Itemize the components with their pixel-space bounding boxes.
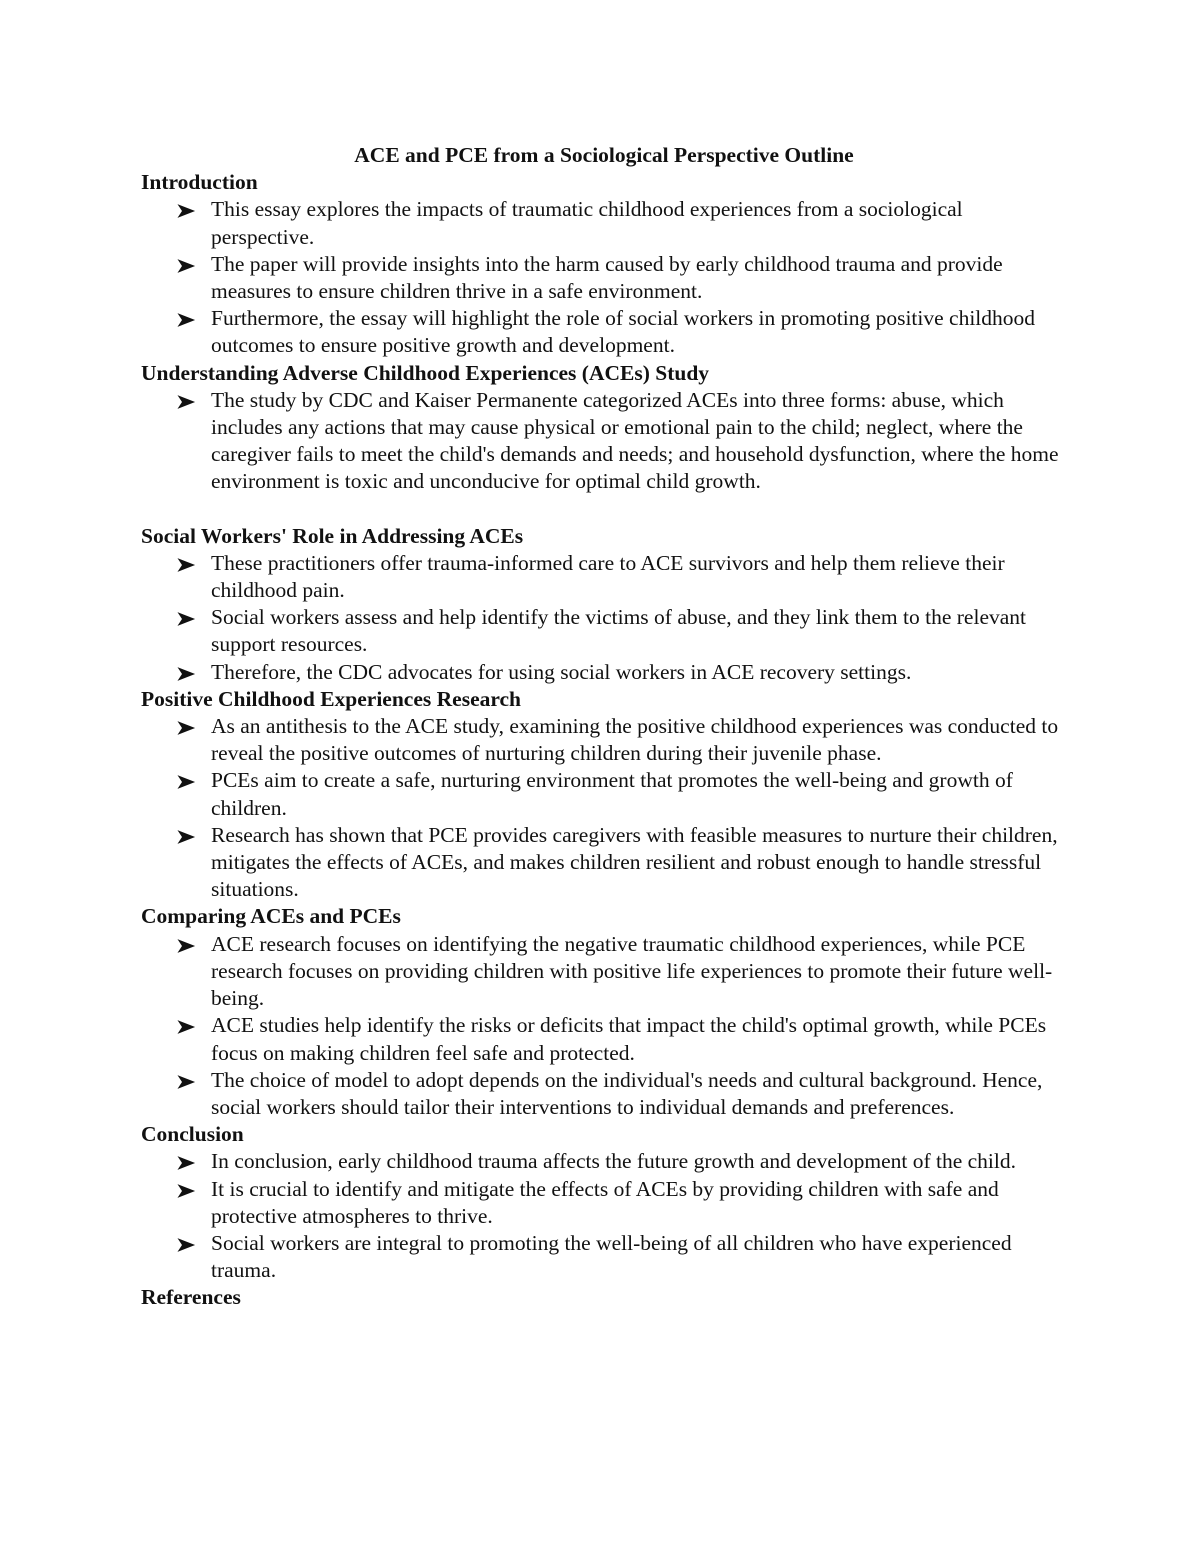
arrow-bullet-icon	[176, 251, 196, 278]
bullet-text: PCEs aim to create a safe, nurturing environment that promotes the well-being and growth of children.	[211, 768, 1013, 820]
arrow-bullet-icon	[176, 1012, 196, 1039]
document-title: ACE and PCE from a Sociological Perspective Outline	[354, 143, 854, 167]
bullet-text: It is crucial to identify and mitigate the effects of ACEs by providing children with safe and protective atmospheres to thrive.	[211, 1176, 999, 1228]
bullet-item	[141, 713, 1061, 767]
bullet-item	[141, 822, 1061, 904]
bullet-item	[141, 767, 1061, 821]
bullet-item	[141, 251, 1061, 305]
bullet-text: Social workers assess and help identify the victims of abuse, and they link them to the relevant support resources.	[211, 605, 1027, 657]
bullet-text: The paper will provide insights into the harm caused by early childhood trauma and provide measures to ensure children thrive in a safe environment.	[211, 251, 1003, 304]
arrow-bullet-icon	[176, 931, 196, 958]
bullet-text: Social workers are integral to promoting the well-being of all children who have experienced trauma.	[211, 1230, 1012, 1283]
bullet-item	[141, 305, 1061, 359]
section-heading: Comparing ACEs and PCEs	[141, 904, 401, 929]
arrow-bullet-icon	[176, 1176, 196, 1203]
bullet-list	[141, 931, 1061, 1121]
arrow-bullet-icon	[176, 1230, 196, 1257]
section-heading: Understanding Adverse Childhood Experiences (ACEs) Study	[141, 360, 710, 385]
bullet-item	[141, 931, 1061, 1013]
bullet-text: Research has shown that PCE provides caregivers with feasible measures to nurture their children, mitigates the effects of ACEs, and makes children resilient and robust enough to handle stressful situations.	[211, 822, 1058, 902]
bullet-list	[141, 387, 1061, 496]
bullet-text: Therefore, the CDC advocates for using social workers in ACE recovery settings.	[211, 659, 912, 684]
bullet-text: In conclusion, early childhood trauma affects the future growth and development of the child.	[211, 1149, 1017, 1174]
bullet-text: As an antithesis to the ACE study, examining the positive childhood experiences was conducted to reveal the positive outcomes of nurturing children during their juvenile phase.	[211, 714, 1059, 766]
bullet-text: Furthermore, the essay will highlight the role of social workers in promoting positive childhood outcomes to ensure positive growth and development.	[211, 306, 1036, 358]
section-heading: Conclusion	[141, 1122, 244, 1147]
bullet-item	[141, 387, 1061, 496]
bullet-item	[141, 550, 1061, 604]
bullet-text: This essay explores the impacts of traumatic childhood experiences from a sociological perspective.	[211, 197, 963, 249]
arrow-bullet-icon	[176, 1067, 196, 1094]
bullet-item	[141, 659, 1061, 686]
arrow-bullet-icon	[176, 767, 196, 794]
bullet-text: The choice of model to adopt depends on the individual's needs and cultural background. Hence, social workers should tailor their interventions to individual demands and preferences.	[211, 1067, 1043, 1119]
section-heading: Introduction	[141, 170, 258, 195]
bullet-text: ACE research focuses on identifying the negative traumatic childhood experiences, while PCE research focuses on providing children with positive life experiences to promote their future well-being.	[211, 931, 1053, 1011]
arrow-bullet-icon	[176, 713, 196, 740]
section-heading: Positive Childhood Experiences Research	[141, 686, 522, 711]
bullet-list	[141, 550, 1061, 686]
bullet-text: These practitioners offer trauma-informed care to ACE survivors and help them relieve their childhood pain.	[211, 550, 1005, 603]
arrow-bullet-icon	[176, 196, 196, 223]
arrow-bullet-icon	[176, 604, 196, 631]
bullet-list	[141, 1148, 1061, 1284]
arrow-bullet-icon	[176, 659, 196, 686]
document-body	[141, 142, 1061, 1312]
outline-sections	[141, 169, 1061, 1311]
bullet-item	[141, 1176, 1061, 1230]
arrow-bullet-icon	[176, 387, 196, 414]
bullet-text: ACE studies help identify the risks or deficits that impact the child's optimal growth, while PCEs focus on making children feel safe and protected.	[211, 1013, 1047, 1065]
arrow-bullet-icon	[176, 550, 196, 577]
arrow-bullet-icon	[176, 305, 196, 332]
bullet-item	[141, 1148, 1061, 1175]
arrow-bullet-icon	[176, 1148, 196, 1175]
bullet-item	[141, 1067, 1061, 1121]
bullet-item	[141, 1230, 1061, 1284]
section-heading: Social Workers' Role in Addressing ACEs	[141, 523, 524, 548]
bullet-item	[141, 604, 1061, 658]
bullet-item	[141, 196, 1061, 250]
bullet-list	[141, 196, 1061, 359]
arrow-bullet-icon	[176, 822, 196, 849]
bullet-item	[141, 1012, 1061, 1066]
section-heading: References	[141, 1285, 241, 1310]
bullet-list	[141, 713, 1061, 903]
bullet-text: The study by CDC and Kaiser Permanente categorized ACEs into three forms: abuse, which includes any actions that may cause physical or emotional pain to the child; neglect, where the caregiver fails to meet the child's demands and needs; and household dysfunction, where the home environment is toxic and unconducive for optimal child growth.	[211, 387, 1059, 494]
